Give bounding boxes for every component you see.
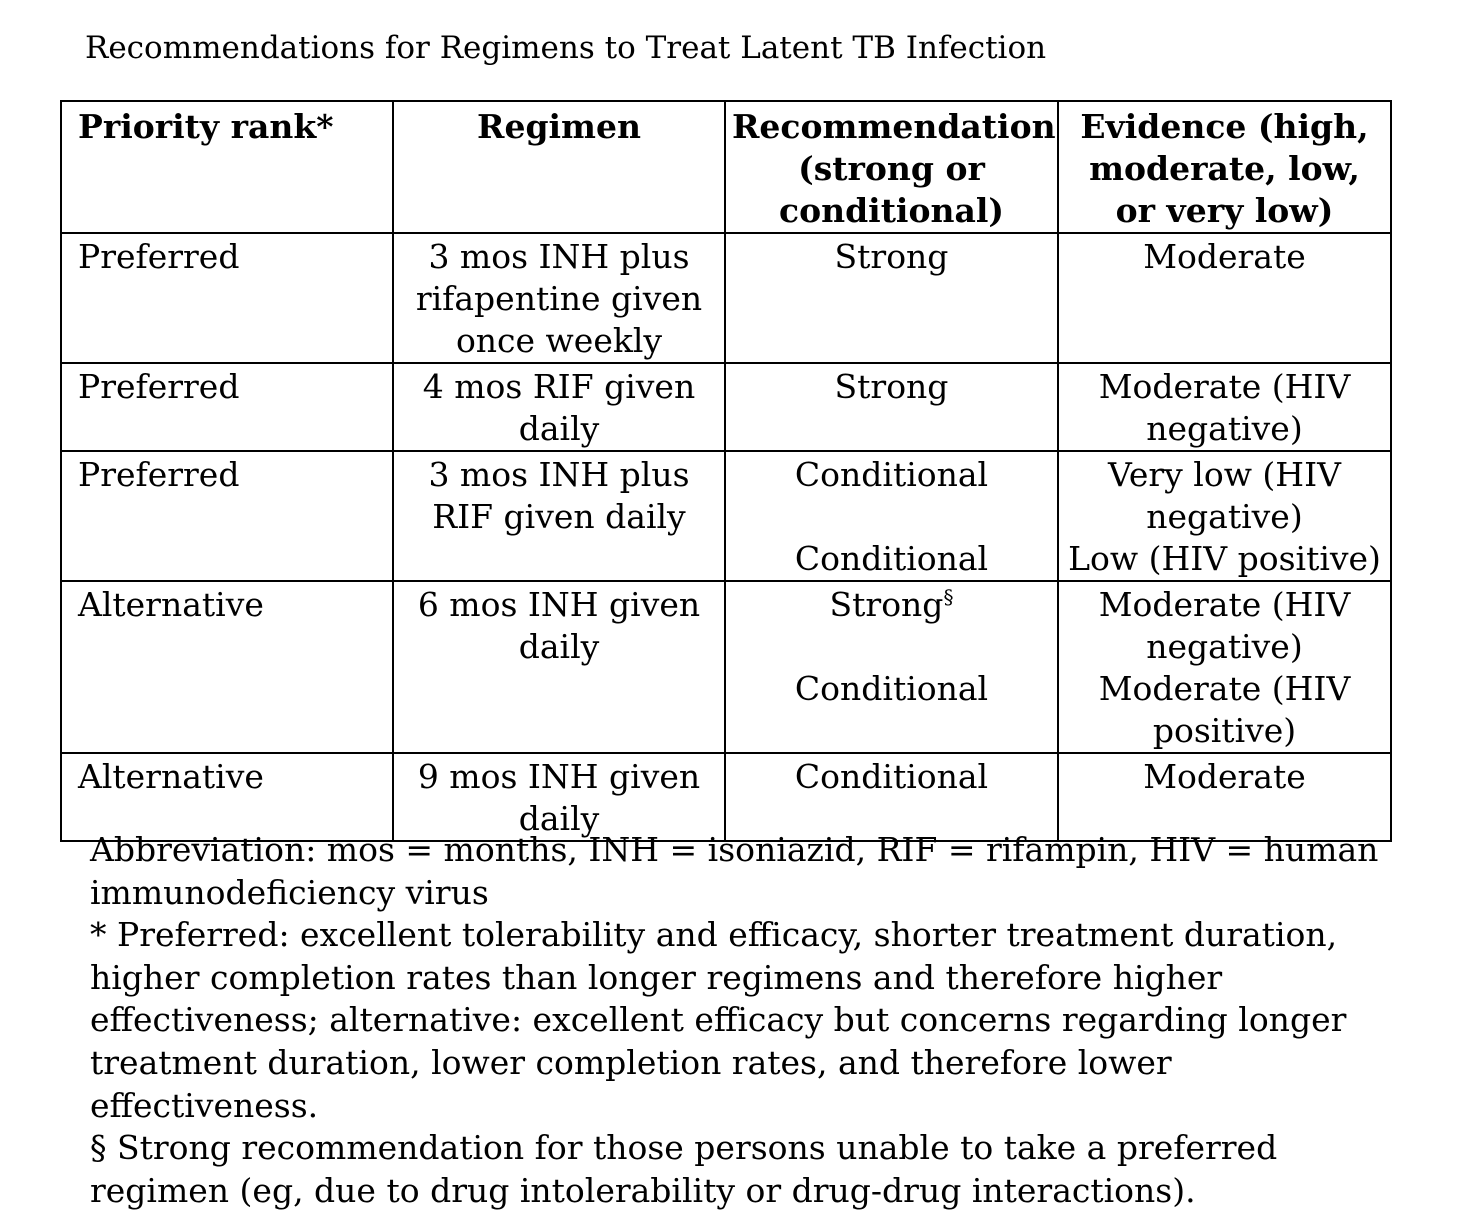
evidence-hiv-positive: Low (HIV positive) — [1068, 539, 1381, 578]
recommendation-text: Strong — [829, 585, 944, 624]
cell-evidence — [1058, 451, 1391, 581]
spacer — [732, 496, 1051, 538]
header-regimen: Regimen — [393, 101, 725, 233]
evidence-hiv-positive: Moderate (HIV positive) — [1098, 669, 1351, 750]
cell-priority: Alternative — [61, 753, 393, 841]
cell-recommendation: Strong — [725, 233, 1058, 363]
cell-recommendation: Strong — [725, 363, 1058, 451]
cell-regimen: 6 mos INH given daily — [393, 581, 725, 753]
cell-recommendation — [725, 581, 1058, 753]
abbreviation-note: Abbreviation: mos = months, INH = isoniazid, RIF = rifampin, HIV = human immunodeficiency virus — [90, 830, 1379, 912]
recommendation-hiv-negative: Conditional — [794, 455, 989, 494]
header-recommendation: Recommendation (strong or conditional) — [725, 101, 1058, 233]
cell-priority: Preferred — [61, 233, 393, 363]
cell-evidence: Moderate — [1058, 233, 1391, 363]
table-row — [61, 363, 1391, 451]
cell-priority: Preferred — [61, 363, 393, 451]
section-mark: § — [943, 585, 954, 609]
evidence-hiv-negative: Very low (HIV negative) — [1108, 455, 1341, 536]
header-evidence: Evidence (high, moderate, low, or very low) — [1058, 101, 1391, 233]
table-row — [61, 451, 1391, 581]
cell-recommendation: Conditional — [725, 753, 1058, 841]
spacer — [732, 626, 1051, 668]
table-row — [61, 581, 1391, 753]
recommendation-hiv-negative — [732, 584, 1051, 626]
table-row — [61, 233, 1391, 363]
regimens-table — [60, 100, 1392, 842]
document-title: Recommendations for Regimens to Treat Latent TB Infection — [85, 30, 1047, 66]
section-footnote: § Strong recommendation for those persons unable to take a preferred regimen (eg, due to drug intolerability or drug-drug interactions). — [90, 1128, 1278, 1210]
recommendation-hiv-positive: Conditional — [794, 669, 989, 708]
cell-priority: Preferred — [61, 451, 393, 581]
cell-recommendation — [725, 451, 1058, 581]
priority-footnote: * Preferred: excellent tolerability and efficacy, shorter treatment duration, higher completion rates than longer regimens and therefore higher effectiveness; alternative: excellent efficacy but concerns regarding longer treatment duration, lower completion rates, and therefore lower effectiveness. — [90, 915, 1347, 1125]
header-priority-rank: Priority rank* — [61, 101, 393, 233]
evidence-hiv-negative: Moderate (HIV negative) — [1098, 585, 1351, 666]
cell-priority: Alternative — [61, 581, 393, 753]
table-header-row — [61, 101, 1391, 233]
table-row — [61, 753, 1391, 841]
cell-regimen: 4 mos RIF given daily — [393, 363, 725, 451]
recommendation-hiv-positive: Conditional — [794, 539, 989, 578]
cell-evidence — [1058, 581, 1391, 753]
table-notes — [90, 829, 1410, 1212]
cell-regimen: 3 mos INH plus RIF given daily — [393, 451, 725, 581]
cell-evidence: Moderate — [1058, 753, 1391, 841]
cell-regimen: 3 mos INH plus rifapentine given once weekly — [393, 233, 725, 363]
cell-regimen: 9 mos INH given daily — [393, 753, 725, 841]
cell-evidence: Moderate (HIV negative) — [1058, 363, 1391, 451]
